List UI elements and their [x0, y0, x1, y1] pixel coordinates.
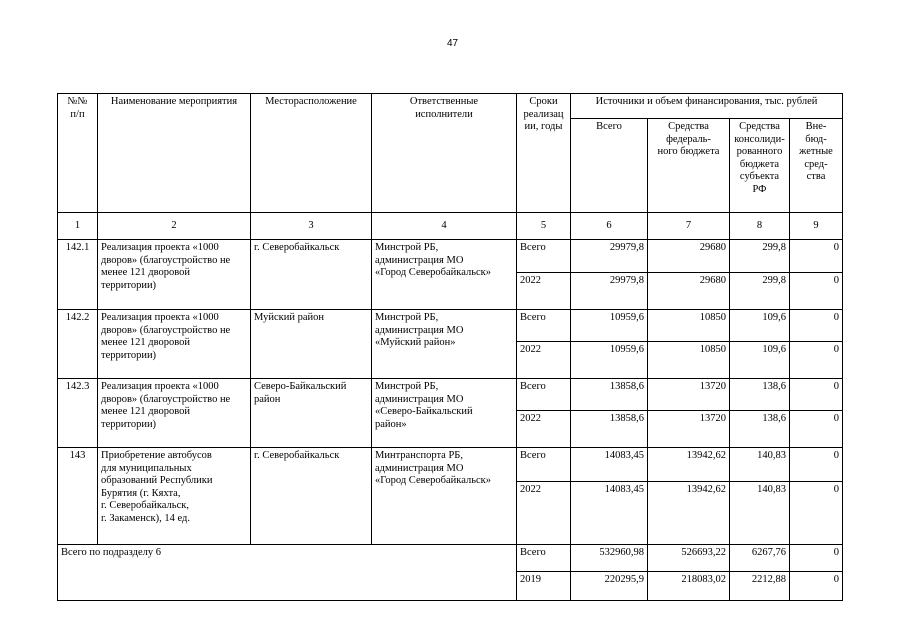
- table-row: [58, 240, 843, 273]
- subtotal-term: Всего: [517, 545, 571, 572]
- header-terms: Сроки реализац ии, годы: [517, 94, 571, 213]
- item-num: 142.1: [58, 240, 98, 310]
- item-extra: 0: [790, 240, 843, 273]
- item-executors: Минстрой РБ, администрация МО «Муйский район»: [372, 310, 517, 379]
- item-name: Реализация проекта «1000 дворов» (благоустройство не менее 121 дворовой территории): [98, 240, 251, 310]
- item-consolidated: 299,8: [730, 273, 790, 310]
- item-federal: 10850: [648, 310, 730, 342]
- header-total: Всего: [571, 119, 648, 213]
- item-num: 142.3: [58, 379, 98, 448]
- item-term: Всего: [517, 379, 571, 411]
- col-number: 5: [517, 213, 571, 240]
- item-executors: Минстрой РБ, администрация МО «Северо-Байкальский район»: [372, 379, 517, 448]
- header-row-1: [58, 94, 843, 119]
- item-consolidated: 109,6: [730, 342, 790, 379]
- subtotal-consolidated: 2212,88: [730, 572, 790, 601]
- item-consolidated: 138,6: [730, 379, 790, 411]
- item-total: 29979,8: [571, 240, 648, 273]
- item-executors: Минстрой РБ, администрация МО «Город Северобайкальск»: [372, 240, 517, 310]
- col-number: 9: [790, 213, 843, 240]
- header-federal: Средства федераль- ного бюджета: [648, 119, 730, 213]
- item-extra: 0: [790, 342, 843, 379]
- item-federal: 13720: [648, 411, 730, 448]
- subtotal-extra: 0: [790, 572, 843, 601]
- subtotal-label: Всего по подразделу 6: [58, 545, 517, 601]
- subtotal-federal: 218083,02: [648, 572, 730, 601]
- item-consolidated: 140,83: [730, 482, 790, 545]
- table-row: [58, 448, 843, 482]
- item-location: г. Северобайкальск: [251, 240, 372, 310]
- item-consolidated: 138,6: [730, 411, 790, 448]
- item-name: Приобретение автобусов для муниципальных образований Республики Бурятия (г. Кяхта, г. Северобайкальск, г. Закаменск), 14 ед.: [98, 448, 251, 545]
- item-extra: 0: [790, 448, 843, 482]
- item-total: 13858,6: [571, 379, 648, 411]
- subtotal-federal: 526693,22: [648, 545, 730, 572]
- item-total: 10959,6: [571, 342, 648, 379]
- item-term: 2022: [517, 411, 571, 448]
- financing-table: [57, 93, 843, 601]
- col-number: 8: [730, 213, 790, 240]
- header-consolidated: Средства консолиди- рованного бюджета субъекта РФ: [730, 119, 790, 213]
- item-num: 143: [58, 448, 98, 545]
- header-num: №№ п/п: [58, 94, 98, 213]
- item-term: 2022: [517, 342, 571, 379]
- item-location: г. Северобайкальск: [251, 448, 372, 545]
- item-consolidated: 140,83: [730, 448, 790, 482]
- subtotal-extra: 0: [790, 545, 843, 572]
- table-row: [58, 310, 843, 342]
- item-federal: 13942,62: [648, 482, 730, 545]
- header-name: Наименование мероприятия: [98, 94, 251, 213]
- page-number: 47: [446, 38, 459, 49]
- item-extra: 0: [790, 273, 843, 310]
- item-executors: Минтранспорта РБ, администрация МО «Город Северобайкальск»: [372, 448, 517, 545]
- item-consolidated: 299,8: [730, 240, 790, 273]
- item-term: Всего: [517, 448, 571, 482]
- item-term: Всего: [517, 240, 571, 273]
- item-federal: 29680: [648, 273, 730, 310]
- item-name: Реализация проекта «1000 дворов» (благоустройство не менее 121 дворовой территории): [98, 379, 251, 448]
- header-location: Месторасположение: [251, 94, 372, 213]
- item-location: Северо-Байкальский район: [251, 379, 372, 448]
- header-sources: Источники и объем финансирования, тыс. рублей: [571, 94, 843, 119]
- table-row: [58, 379, 843, 411]
- item-num: 142.2: [58, 310, 98, 379]
- col-number: 6: [571, 213, 648, 240]
- col-number: 4: [372, 213, 517, 240]
- item-consolidated: 109,6: [730, 310, 790, 342]
- col-number: 3: [251, 213, 372, 240]
- item-extra: 0: [790, 411, 843, 448]
- subtotal-term: 2019: [517, 572, 571, 601]
- subtotal-consolidated: 6267,76: [730, 545, 790, 572]
- item-total: 14083,45: [571, 482, 648, 545]
- item-total: 29979,8: [571, 273, 648, 310]
- subtotal-row: [58, 545, 843, 572]
- item-total: 10959,6: [571, 310, 648, 342]
- item-term: 2022: [517, 482, 571, 545]
- header-extrabudget: Вне- бюд- жетные сред- ства: [790, 119, 843, 213]
- item-location: Муйский район: [251, 310, 372, 379]
- item-total: 13858,6: [571, 411, 648, 448]
- item-federal: 29680: [648, 240, 730, 273]
- item-extra: 0: [790, 310, 843, 342]
- item-total: 14083,45: [571, 448, 648, 482]
- item-term: Всего: [517, 310, 571, 342]
- item-name: Реализация проекта «1000 дворов» (благоустройство не менее 121 дворовой территории): [98, 310, 251, 379]
- item-federal: 10850: [648, 342, 730, 379]
- item-extra: 0: [790, 379, 843, 411]
- column-numbers-row: [58, 213, 843, 240]
- subtotal-total: 532960,98: [571, 545, 648, 572]
- header-executors: Ответственные исполнители: [372, 94, 517, 213]
- col-number: 7: [648, 213, 730, 240]
- subtotal-total: 220295,9: [571, 572, 648, 601]
- item-term: 2022: [517, 273, 571, 310]
- item-federal: 13720: [648, 379, 730, 411]
- item-federal: 13942,62: [648, 448, 730, 482]
- item-extra: 0: [790, 482, 843, 545]
- col-number: 2: [98, 213, 251, 240]
- col-number: 1: [58, 213, 98, 240]
